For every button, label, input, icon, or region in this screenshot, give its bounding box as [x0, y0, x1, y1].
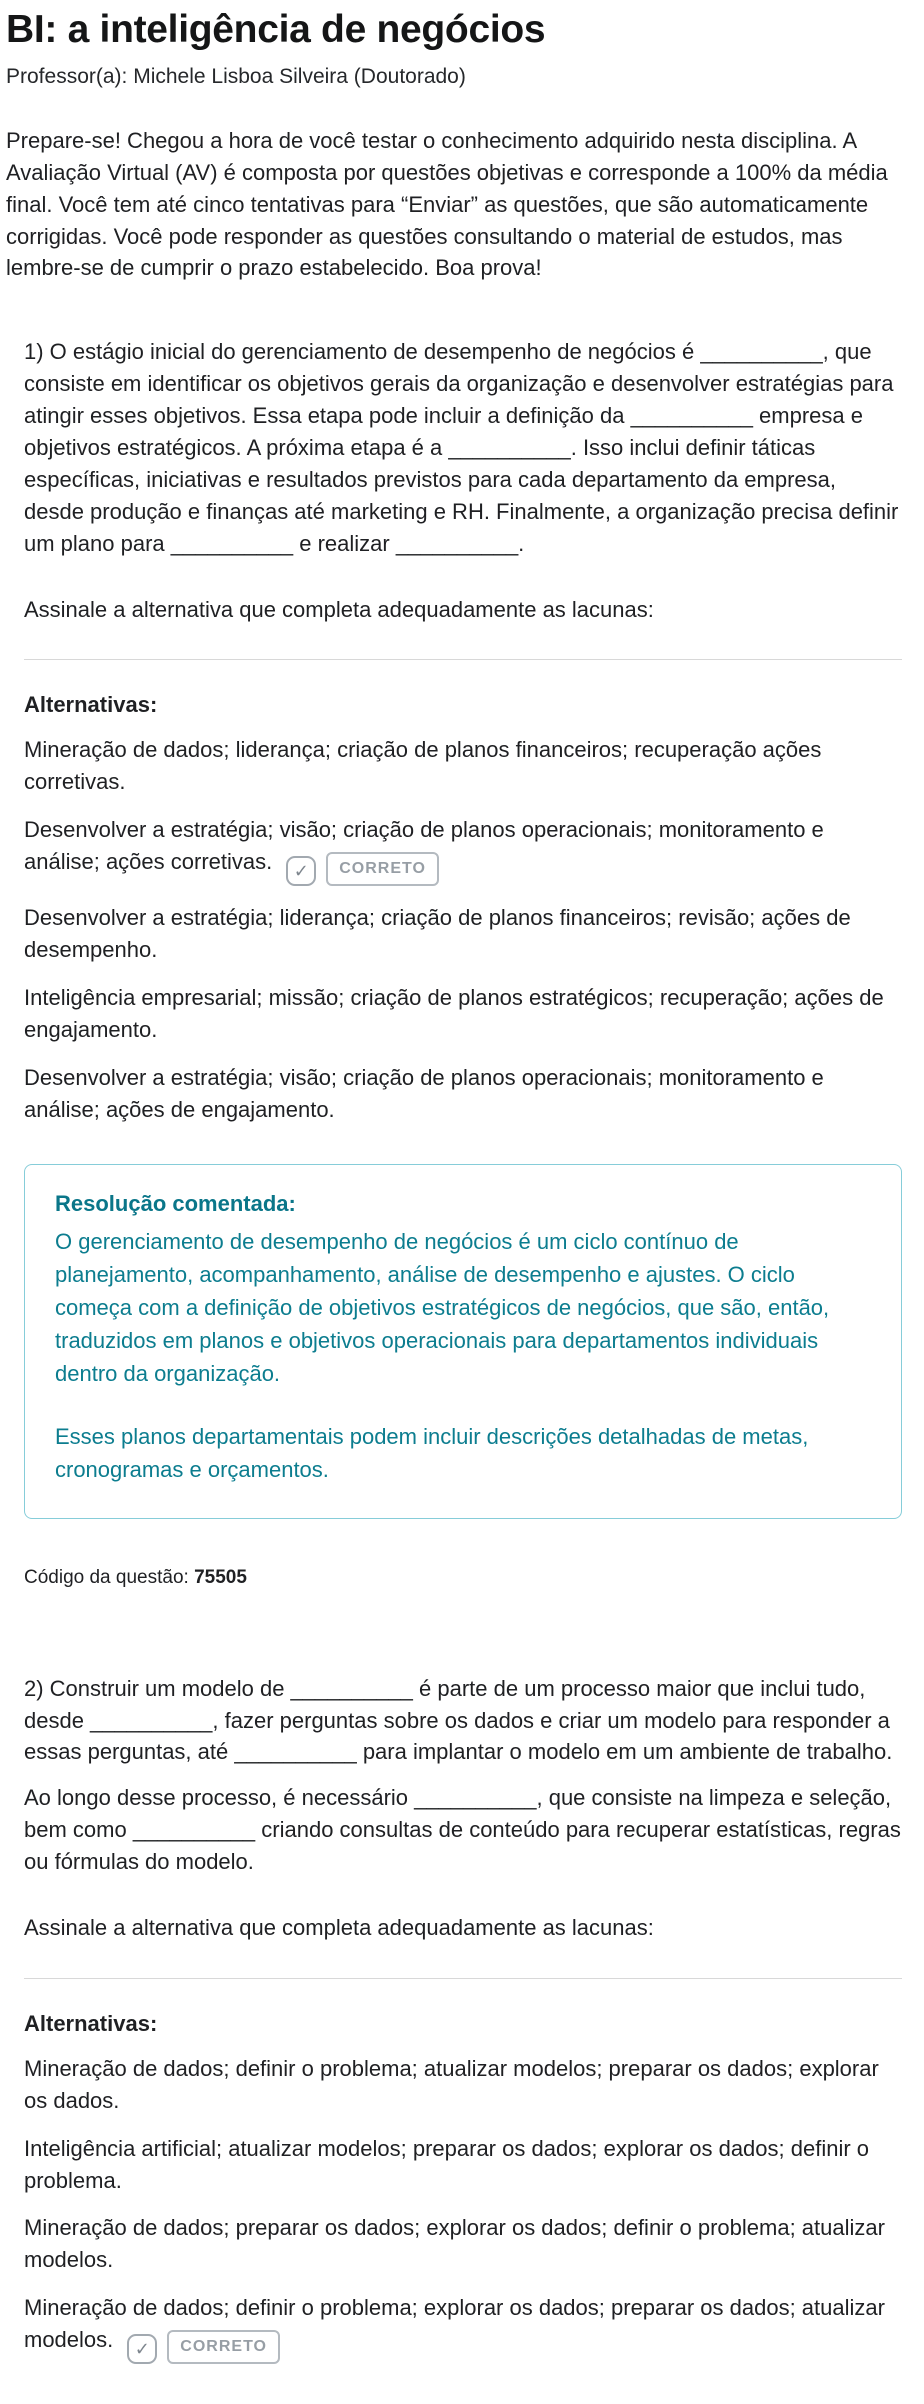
question-code-label: Código da questão:: [24, 1566, 189, 1588]
alternative-text: Mineração de dados; definir o problema; explorar os dados; preparar os dados; atualizar modelos.: [24, 2295, 885, 2353]
alternative-text: Desenvolver a estratégia; liderança; criação de planos financeiros; revisão; ações de desempenho.: [24, 905, 851, 963]
question-1-text: 1) O estágio inicial do gerenciamento de desempenho de negócios é __________, que consiste em identificar os objetivos gerais da organização e desenvolver estratégias para atingir esses objetivos. Essa etapa pode incluir a definição da __________ empresa e objetivos estratégicos. A próxima etapa é a __________. Isso inclui definir táticas específicas, iniciativas e resultados previstos para cada departamento da empresa, desde produção e finanças até marketing e RH. Finalmente, a organização precisa definir um plano para __________ e realizar __________.: [24, 339, 899, 556]
alternative-text: Mineração de dados; liderança; criação de planos financeiros; recuperação ações corretivas.: [24, 737, 822, 795]
alternative-text: Inteligência artificial; atualizar modelos; preparar os dados; explorar os dados; definir o problema.: [24, 2135, 870, 2193]
correct-badge: CORRETO: [326, 852, 439, 886]
correct-badge: CORRETO: [167, 2330, 280, 2364]
alternative-option: [24, 734, 902, 798]
alternative-option: [24, 2212, 902, 2276]
check-icon: ✓: [286, 856, 316, 886]
divider: [24, 1978, 902, 1979]
question-1: [24, 336, 902, 1588]
instruction-text: Assinale a alternativa que completa adequadamente as lacunas:: [24, 596, 654, 622]
resolution-paragraph: O gerenciamento de desempenho de negócios é um ciclo contínuo de planejamento, acompanhamento, análise de desempenho e ajustes. O ciclo começa com a definição de objetivos estratégicos de negócios, que são, então, traduzidos em planos e objetivos operacionais para departamentos individuais dentro da organização.: [55, 1228, 830, 1386]
intro-text: Prepare-se! Chegou a hora de você testar o conhecimento adquirido nesta disciplina. A Avaliação Virtual (AV) é composta por questões objetivas e corresponde a 100% da média final. Você tem até cinco tentativas para “Enviar” as questões, que são automaticamente corrigidas. Você pode responder as questões consultando o material de estudos, mas lembre-se de cumprir o prazo estabelecido. Boa prova!: [6, 127, 888, 281]
check-icon: ✓: [127, 2334, 157, 2364]
alternative-option-correct: [24, 2292, 902, 2364]
alternative-text: Desenvolver a estratégia; visão; criação de planos operacionais; monitoramento e análise; ações de engajamento.: [24, 1064, 824, 1122]
alternative-text: Mineração de dados; preparar os dados; explorar os dados; definir o problema; atualizar modelos.: [24, 2215, 885, 2273]
alternative-option: [24, 902, 902, 966]
question-code: [24, 1567, 902, 1589]
divider: [24, 659, 902, 660]
page-title: BI: a inteligência de negócios: [6, 8, 546, 51]
resolution-title: Resolução comentada:: [55, 1190, 296, 1216]
alternative-option-correct: [24, 814, 902, 886]
alternative-text: Desenvolver a estratégia; visão; criação de planos operacionais; monitoramento e análise; ações corretivas.: [24, 817, 824, 875]
question-2-text-continued: Ao longo desse processo, é necessário __________, que consiste na limpeza e seleção, bem como __________ criando consultas de conteúdo para recuperar estatísticas, regras ou fórmulas do modelo.: [24, 1785, 901, 1875]
instruction-text: Assinale a alternativa que completa adequadamente as lacunas:: [24, 1914, 654, 1940]
alternative-option: [24, 2053, 902, 2117]
alternative-option: [24, 2133, 902, 2197]
alternatives-label: Alternativas:: [24, 692, 158, 718]
alternative-option: [24, 982, 902, 1046]
alternative-text: Mineração de dados; definir o problema; atualizar modelos; preparar os dados; explorar os dados.: [24, 2055, 879, 2113]
alternatives-label: Alternativas:: [24, 2010, 158, 2036]
alternative-text: Inteligência empresarial; missão; criação de planos estratégicos; recuperação; ações de engajamento.: [24, 985, 884, 1042]
resolution-paragraph: Esses planos departamentais podem incluir descrições detalhadas de metas, cronogramas e orçamentos.: [55, 1423, 809, 1482]
question-2-text: 2) Construir um modelo de __________ é parte de um processo maior que inclui tudo, desde __________, fazer perguntas sobre os dados e criar um modelo para responder a essas perguntas, até __________ para implantar o modelo em um ambiente de trabalho.: [24, 1675, 893, 1765]
resolution-box: [24, 1164, 902, 1519]
question-2: [24, 1673, 902, 2365]
professor-line: Professor(a): Michele Lisboa Silveira (Doutorado): [6, 64, 466, 88]
question-code-value: 75505: [194, 1566, 247, 1588]
alternative-option: [24, 1062, 902, 1126]
